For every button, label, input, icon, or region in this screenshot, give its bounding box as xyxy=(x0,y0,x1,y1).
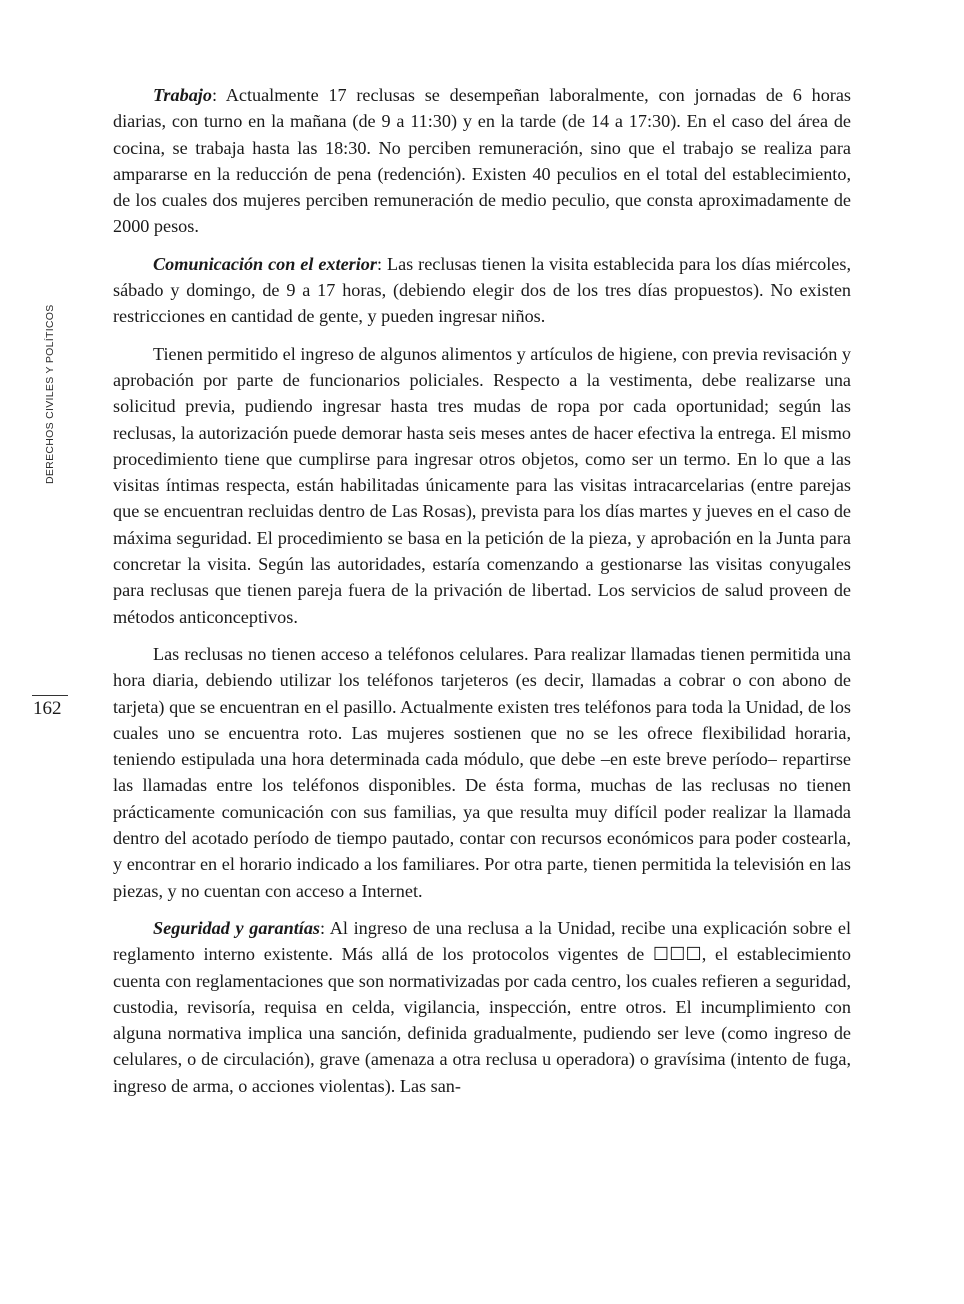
paragraph-text: Tienen permitido el ingreso de algunos alimentos y artículos de higiene, con previa revisación y aprobación por parte de funcionarios policiales. Respecto a la vestimenta, debe realizarse una solicitud previa, pudiendo ingresar hasta tres mudas de ropa por cada oportunidad; según las reclusas, la autorización puede demorar hasta seis meses antes de hacer efectiva la entrega. El mismo procedimiento tiene que cumplirse para ingresar otros objetos, como ser un termo. En lo que a las visitas íntimas respecta, están habilitadas únicamente para las visitas intracarcelarias (entre parejas que se encuentran recluidas dentro de Las Rosas), prevista para los días martes y jueves en el caso de máxima seguridad. El procedimiento se basa en la petición de la pieza, y aprobación en la Junta para concretar la visita. Según las autoridades, estaría comenzando a gestionarse las visitas conyugales para reclusas que tienen pareja fuera de la privación de libertad. Los servicios de salud proveen de métodos anticonceptivos. xyxy=(113,343,851,627)
paragraph-text: Las reclusas no tienen acceso a teléfonos celulares. Para realizar llamadas tienen permitida una hora diaria, debiendo utilizar los teléfonos tarjeteros (es decir, llamadas a cobrar o con abono de tarjeta) que se encuentran en el pasillo. Actualmente existen tres teléfonos para toda la Unidad, de los cuales uno se encuentra roto. Las mujeres sostienen que no se les ofrece flexibilidad horaria, teniendo estipulada una hora determinada cada módulo, que debe –en este breve período– repartirse las llamadas entre los teléfonos disponibles. De ésta forma, muchas de las reclusas no tienen prácticamente comunicación con sus familias, ya que resulta muy difícil poder realizar la llamada dentro del acotado período de tiempo pautado, contar con recursos económicos para poder costearla, y encontrar en el horario indicado a los familiares. Por otra parte, tienen permitida la televisión en las piezas, y no cuentan con acceso a Internet. xyxy=(113,643,851,901)
paragraph-lead: Comunicación con el exterior xyxy=(153,253,377,274)
paragraph-telefonos xyxy=(113,641,851,904)
running-head: DERECHOS CIVILES Y POLÍTICOS xyxy=(44,304,56,484)
paragraph-text: : Las reclusas tienen la visita establecida para los días miércoles, sábado y domingo, de 9 a 17 horas, (debiendo elegir dos de los tres días propuestos). No existen restricciones en cantidad de gente, y pueden ingresar niños. xyxy=(113,253,852,327)
paragraph-comunicacion xyxy=(113,251,851,330)
paragraph-trabajo xyxy=(113,82,851,240)
body-text xyxy=(113,82,851,1110)
paragraph-text: : Al ingreso de una reclusa a la Unidad, recibe una explicación sobre el reglamento interno existente. Más allá de los protocolos vigentes de ☐☐☐, el establecimiento cuenta con reglamentaciones que son normativizadas por cada centro, los cuales refieren a seguridad, custodia, revisoría, requisa en celda, vigilancia, inspección, entre otros. El incumplimiento con alguna normativa implica una sanción, definida gradualmente, pudiendo ser leve (como ingreso de celulares, o de circulación), grave (amenaza a otra reclusa u operadora) o gravísima (intento de fuga, ingreso de arma, o acciones violentas). Las san- xyxy=(113,917,851,1096)
paragraph-ingreso-objetos xyxy=(113,341,851,630)
paragraph-text: : Actualmente 17 reclusas se desempeñan laboralmente, con jornadas de 6 horas diarias, con turno en la mañana (de 9 a 11:30) y en la tarde (de 14 a 17:30). En el caso del área de cocina, se trabaja hasta las 18:30. No perciben remuneración, sino que el trabajo se realiza para ampararse en la reducción de pena (redención). Existen 40 peculios en el total del establecimiento, de los cuales dos mujeres perciben remuneración de medio peculio, que consta aproximadamente de 2000 pesos. xyxy=(113,85,851,237)
page-number: 162 xyxy=(33,698,62,719)
paragraph-seguridad xyxy=(113,915,851,1099)
page-number-rule xyxy=(32,695,68,696)
paragraph-lead: Seguridad y garantías xyxy=(153,917,321,938)
paragraph-lead: Trabajo xyxy=(153,85,212,105)
